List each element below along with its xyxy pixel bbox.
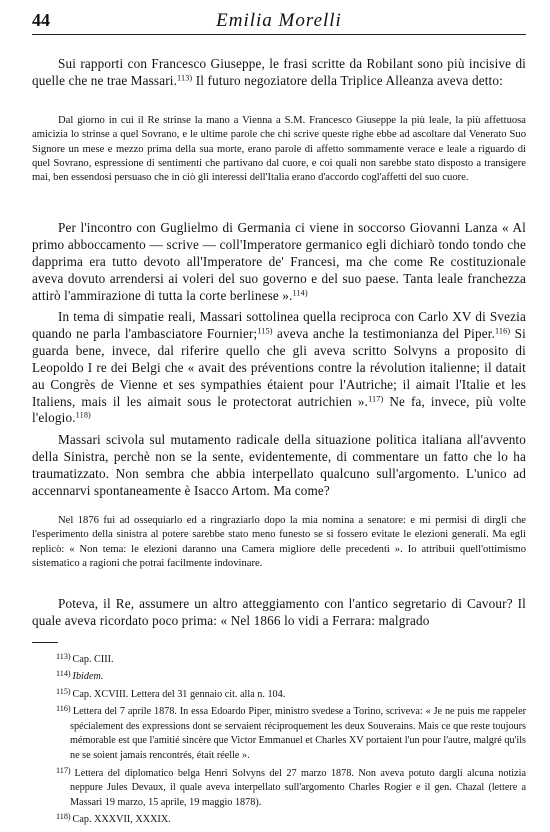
footnote-ref-113: 113) — [177, 73, 193, 83]
quote-robilant: Dal giorno in cui il Re strinse la mano a Vienna a S.M. Francesco Giuseppe la più leale, la più affettuosa amicizia lo strinse a quel Sovrano, e le ultime parole che chi scrive queste righe ebbe ad ascoltare dal Venerato Suo Signore un mese e mezzo prima della sua morte, erano parole di affetto sommamente verace e leale a riguardo di quel Sovrano, espressione di sentimenti che partivano dal cuore, e coi quali non sarebbe stato disposto a transigere mai, ben essendosi persuaso che in ciò gli interessi dell'Italia erano d'accordo cogl'affetti del suo cuore. — [32, 115, 526, 184]
page-header — [32, 8, 526, 35]
page-number: 44 — [32, 10, 50, 30]
footnotes — [32, 650, 526, 828]
paragraph-robilant: Sui rapporti con Francesco Giuseppe, le frasi scritte da Robilant sono più incisive di quelle che ne trae Massari.$^{113)}$ Il futuro negoziatore della Triplice Alleanza aveva detto: — [32, 56, 526, 88]
paragraph-cavour: Poteva, il Re, assumere un altro atteggiamento con l'antico segretario di Cavour? Il quale aveva ricordato poco prima: « Nel 1866 lo vidi a Ferrara: malgrado — [32, 596, 526, 628]
footnote-ref-114: 114) — [292, 288, 308, 298]
footnote-114: 114) Ibidem. — [56, 669, 104, 683]
paragraph-simpatie-reali: In tema di simpatie reali, Massari sottolinea quella reciproca con Carlo XV di Svezia quando ne parla l'ambasciatore Fournier;$^{115)}$ aveva anche la testimonianza del Piper.$^{116)}$ Si guarda bene, invece, dal riferire quello che gli aveva scritto Solvyns a proposito di Leopoldo I re dei Belgi che « avait des préventions contre la révolution italienne; il datait au Congrès de Vienne et ses sympathies étaient pour l'Autriche; il aimait l'Italie et les Italiens, mais il les aimait sous le protectorat autrichien ».$^{117)}$ Ne fa, invece, più volte l'elogio.$^{118)}$ — [32, 309, 526, 426]
footnote-ref-117: 117) — [368, 394, 384, 404]
footnote-118: 118) Cap. XXXVII, XXXIX. — [56, 812, 171, 825]
footnote-116: 116) Lettera del 7 aprile 1878. In essa Edoardo Piper, ministro svedese a Torino, scriveva: « Je ne puis me rappeler spécialement des expressions dont se servaient réciproquement les deux Souverains. Mais ce que reste toujours mémorable est que l'amitié sincère que Victor Emmanuel et Charles XV portaient l'un pour l'autre, malgré qu'ils ne se soient jamais rencontrés, était réelle ». — [56, 704, 527, 761]
footnote-ref-116: 116) — [494, 326, 511, 336]
paragraph-sinistra: Massari scivola sul mutamento radicale della situazione politica italiana all'avvento della Sinistra, perchè non se la sente, evidentemente, di commentare un fatto che lo ha traumatizzato. Non sembra che abbia interpellato qualcuno sull'argomento. L'unico ad accennarvi spontaneamente è Isacco Artom. Ma come? — [32, 432, 526, 498]
running-title: Emilia Morelli — [216, 10, 342, 31]
footnote-115: 115) Cap. XCVIII. Lettera del 31 gennaio cit. alla n. 104. — [56, 686, 286, 700]
footnote-117: 117) Lettera del diplomatico belga Henri Solvyns del 27 marzo 1878. Non aveva potuto dargli alcuna notizia neppure Jules Devaux, il quale aveva interpellato sull'argomento Charles Rogier e il gen. Chazal (lettere a Massari 19 marzo, 15 aprile, 19 maggio 1878). — [56, 765, 526, 808]
footnote-ref-118: 118) — [75, 410, 91, 420]
footnote-separator — [32, 642, 58, 643]
quote-artom: Nel 1876 fui ad ossequiarlo ed a ringraziarlo dopo la mia nomina a senatore: e mi permisi di dirgli che l'esperimento della sinistra al potere sarebbe stato meno funesto se si fossero evitate le elezioni generali. Ma egli replicò: « Non tema: le elezioni daranno una Camera migliore delle precedenti ». Io attribuii quell'ottimismo sistematico a ragioni che potrai facilmente indovinare. — [32, 515, 526, 569]
footnote-ref-115: 115) — [257, 326, 273, 336]
footnote-113: 113) Cap. CIII. — [56, 652, 114, 665]
paragraph-lanza: Per l'incontro con Guglielmo di Germania ci viene in soccorso Giovanni Lanza « Al primo abboccamento — scrive — coll'Imperatore germanico egli dichiarò tondo tondo che dapprima era tutto devoto all'Imperatore de' Francesi, ma che come Re costituzionale aveva dovuto arrendersi ai voleri del suo governo e del suo paese. Tanta leale franchezza attirò l'ammirazione di tutta la corte berlinese ».$^{114)}$ — [32, 220, 526, 303]
